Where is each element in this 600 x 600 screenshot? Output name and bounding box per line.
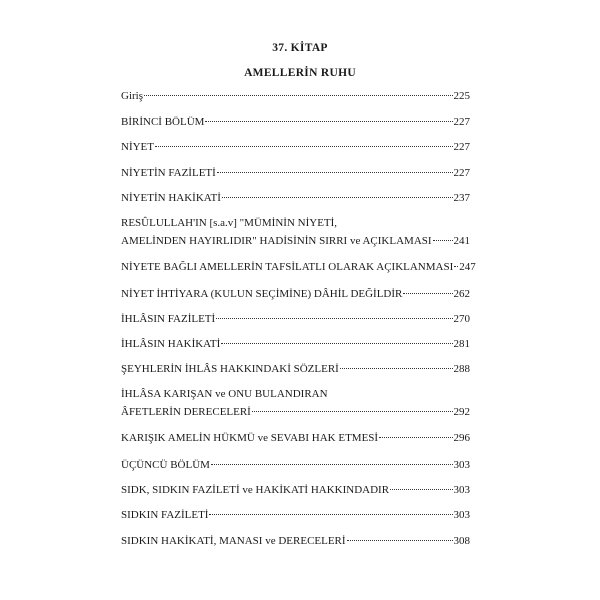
toc-entry-page: 225 (453, 90, 470, 102)
toc-entry-page: 288 (453, 363, 470, 375)
toc-entry[interactable] (121, 287, 470, 301)
toc-entry[interactable] (121, 483, 470, 497)
dot-leader (347, 540, 453, 541)
dot-leader (205, 121, 452, 122)
toc-entry[interactable] (121, 534, 470, 548)
toc-entry[interactable] (121, 362, 470, 376)
book-label: 37. KİTAP (272, 42, 328, 54)
dot-leader (144, 95, 453, 96)
book-title: AMELLERİN RUHU (244, 67, 356, 79)
toc-entry[interactable] (121, 431, 470, 445)
dot-leader (379, 437, 452, 438)
toc-entry-title: SIDKIN FAZİLETİ (121, 509, 209, 521)
toc-entry-page: 227 (453, 116, 470, 128)
dot-leader (433, 240, 453, 241)
toc-entry-page: 303 (453, 484, 470, 496)
toc-entry-title-line1: İHLÂSA KARIŞAN ve ONU BULANDIRAN (121, 388, 328, 400)
dot-leader (252, 411, 453, 412)
dot-leader (390, 489, 452, 490)
toc-entry-page: 296 (453, 432, 470, 444)
toc-entry-page: 247 (459, 261, 476, 273)
toc-entry[interactable] (121, 387, 470, 419)
toc-entry-title: NİYET İHTİYARA (KULUN SEÇİMİNE) DÂHİL DEĞİLDİR (121, 288, 403, 300)
toc-entry-title: NİYETİN FAZİLETİ (121, 167, 216, 179)
toc-entry-page: 237 (453, 192, 470, 204)
toc-entry-title: NİYETE BAĞLI AMELLERİN TAFSİLATLI OLARAK AÇIKLANMASI (121, 261, 454, 273)
toc-entry[interactable] (121, 216, 470, 248)
toc-entry-title: SIDKIN HAKİKATİ, MANASI ve DERECELERİ (121, 535, 346, 547)
dot-leader (454, 266, 458, 267)
toc-entry-title: Giriş (121, 90, 143, 102)
toc-entry[interactable] (121, 115, 470, 129)
dot-leader (340, 368, 453, 369)
toc-entry[interactable] (121, 508, 470, 522)
toc-entry-title-line1: RESÛLULLAH'IN [s.a.v] "MÜMİNİN NİYETİ, (121, 217, 338, 229)
toc-entry-page: 308 (453, 535, 470, 547)
toc-entry-title: İHLÂSIN FAZİLETİ (121, 313, 216, 325)
toc-entry-title: BİRİNCİ BÖLÜM (121, 116, 205, 128)
toc-entry[interactable] (121, 166, 470, 180)
dot-leader (221, 343, 452, 344)
dot-leader (403, 293, 452, 294)
dot-leader (155, 146, 453, 147)
dot-leader (222, 197, 453, 198)
toc-entry[interactable] (121, 458, 470, 472)
toc-entry-page: 292 (453, 406, 470, 418)
table-of-contents (121, 0, 476, 600)
toc-entry-title: ÂFETLERİN DERECELERİ (121, 406, 251, 418)
toc-entry[interactable] (121, 312, 470, 326)
toc-entry[interactable] (121, 337, 470, 351)
toc-entry-title: ŞEYHLERİN İHLÂS HAKKINDAKİ SÖZLERİ (121, 363, 339, 375)
toc-entry-title: KARIŞIK AMELİN HÜKMÜ ve SEVABI HAK ETMESİ (121, 432, 379, 444)
dot-leader (216, 318, 452, 319)
toc-entry-page: 270 (453, 313, 470, 325)
dot-leader (209, 514, 452, 515)
dot-leader (217, 172, 453, 173)
toc-entry-title: İHLÂSIN HAKİKATİ (121, 338, 221, 350)
toc-entry-page: 281 (453, 338, 470, 350)
toc-entry-title: NİYETİN HAKİKATİ (121, 192, 221, 204)
toc-entry[interactable] (121, 89, 470, 103)
toc-entry-page: 227 (453, 167, 470, 179)
toc-entry-page: 303 (453, 509, 470, 521)
toc-entry-title: NİYET (121, 141, 154, 153)
toc-entry-page: 241 (453, 235, 470, 247)
toc-entry[interactable] (121, 260, 476, 274)
toc-entry[interactable] (121, 140, 470, 154)
toc-entry-title: AMELİNDEN HAYIRLIDIR" HADİSİNİN SIRRI ve AÇIKLAMASI (121, 235, 432, 247)
dot-leader (211, 464, 453, 465)
toc-entry-page: 227 (453, 141, 470, 153)
toc-entry-page: 262 (453, 288, 470, 300)
toc-entry-title: SIDK, SIDKIN FAZİLETİ ve HAKİKATİ HAKKINDADIR (121, 484, 390, 496)
toc-entry-title: ÜÇÜNCÜ BÖLÜM (121, 459, 210, 471)
toc-entry-page: 303 (453, 459, 470, 471)
toc-entry[interactable] (121, 191, 470, 205)
